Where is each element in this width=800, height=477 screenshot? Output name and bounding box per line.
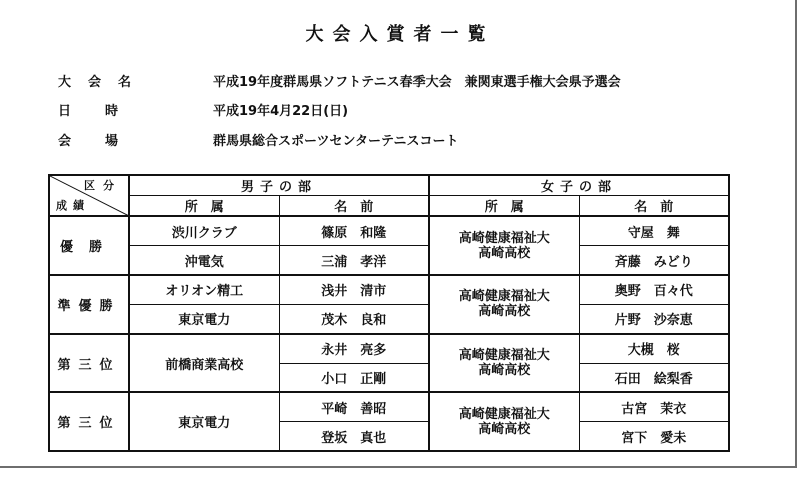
info-label-date: 日時 [58,104,153,119]
women-affiliation-cell [429,275,579,334]
men-affiliation-cell: 渋川クラブ [129,216,279,245]
rank-cell: 準優勝 [49,275,129,334]
women-name-cell: 石田 絵梨香 [579,363,729,392]
corner-label-result: 成績 [56,199,90,213]
women-name-cell: 片野 沙奈恵 [579,304,729,333]
men-name-cell: 三浦 孝洋 [279,246,429,275]
info-value-date: 平成19年4月22日(日) [213,104,349,119]
men-name-cell: 平崎 善昭 [279,392,429,421]
corner-cell [49,175,129,216]
women-affiliation-cell [429,216,579,275]
page-edge-right [795,0,797,468]
corner-label-division: 区分 [84,179,122,192]
men-division-header: 男子の部 [129,175,429,196]
women-name-header: 名 前 [579,196,729,217]
men-name-cell: 永井 亮多 [279,334,429,363]
men-name-cell: 登坂 真也 [279,422,429,451]
women-affiliation-line: 高崎高校 [478,363,531,378]
women-affiliation-line: 高崎健康福祉大 [458,348,550,363]
women-affiliation-cell [429,392,579,451]
page-title: 大会入賞者一覧 [305,24,495,45]
table-row [49,304,729,333]
women-affiliation-cell [429,334,579,393]
men-name-cell: 茂木 良和 [279,304,429,333]
women-affiliation-line: 高崎高校 [478,304,531,320]
men-affiliation-cell: 東京電力 [129,304,279,333]
women-affiliation-line: 高崎健康福祉大 [458,289,550,305]
women-name-cell: 奥野 百々代 [579,275,729,304]
men-affiliation-cell: オリオン精工 [129,275,279,304]
page-edge-bottom [0,466,797,468]
women-affiliation-line: 高崎健康福祉大 [458,406,550,422]
women-name-cell: 斉藤 みどり [579,246,729,275]
men-affiliation-cell: 沖電気 [129,246,279,275]
rank-cell: 第三位 [49,334,129,393]
women-name-cell: 古宮 茉衣 [579,392,729,421]
men-name-header: 名 前 [279,196,429,217]
header-row-divisions [49,175,729,196]
women-division-header: 女子の部 [429,175,729,196]
table-row [49,392,729,421]
info-label-event: 大会名 [58,75,149,90]
women-affiliation-line: 高崎高校 [478,421,531,437]
women-affiliation-line: 高崎高校 [478,245,531,261]
header-row-columns [49,196,729,217]
men-affiliation-cell: 前橋商業高校 [129,334,279,393]
table-row [49,216,729,245]
info-value-event: 平成19年度群馬県ソフトテニス春季大会 兼関東選手権大会県予選会 [213,75,621,90]
table-row [49,246,729,275]
women-name-cell: 大槻 桜 [579,334,729,363]
results-table [48,174,730,452]
men-name-cell: 小口 正剛 [279,363,429,392]
men-name-cell: 篠原 和隆 [279,216,429,245]
rank-cell: 第三位 [49,392,129,451]
women-name-cell: 守屋 舞 [579,216,729,245]
men-name-cell: 浅井 清市 [279,275,429,304]
women-name-cell: 宮下 愛未 [579,422,729,451]
info-value-venue: 群馬県総合スポーツセンターテニスコート [213,134,459,149]
info-label-venue: 会場 [58,134,153,149]
men-affiliation-header: 所 属 [129,196,279,217]
table-row [49,275,729,304]
women-affiliation-header: 所 属 [429,196,579,217]
women-affiliation-line: 高崎健康福祉大 [458,230,550,246]
rank-cell: 優勝 [49,216,129,275]
table-row [49,334,729,363]
men-affiliation-cell: 東京電力 [129,392,279,451]
